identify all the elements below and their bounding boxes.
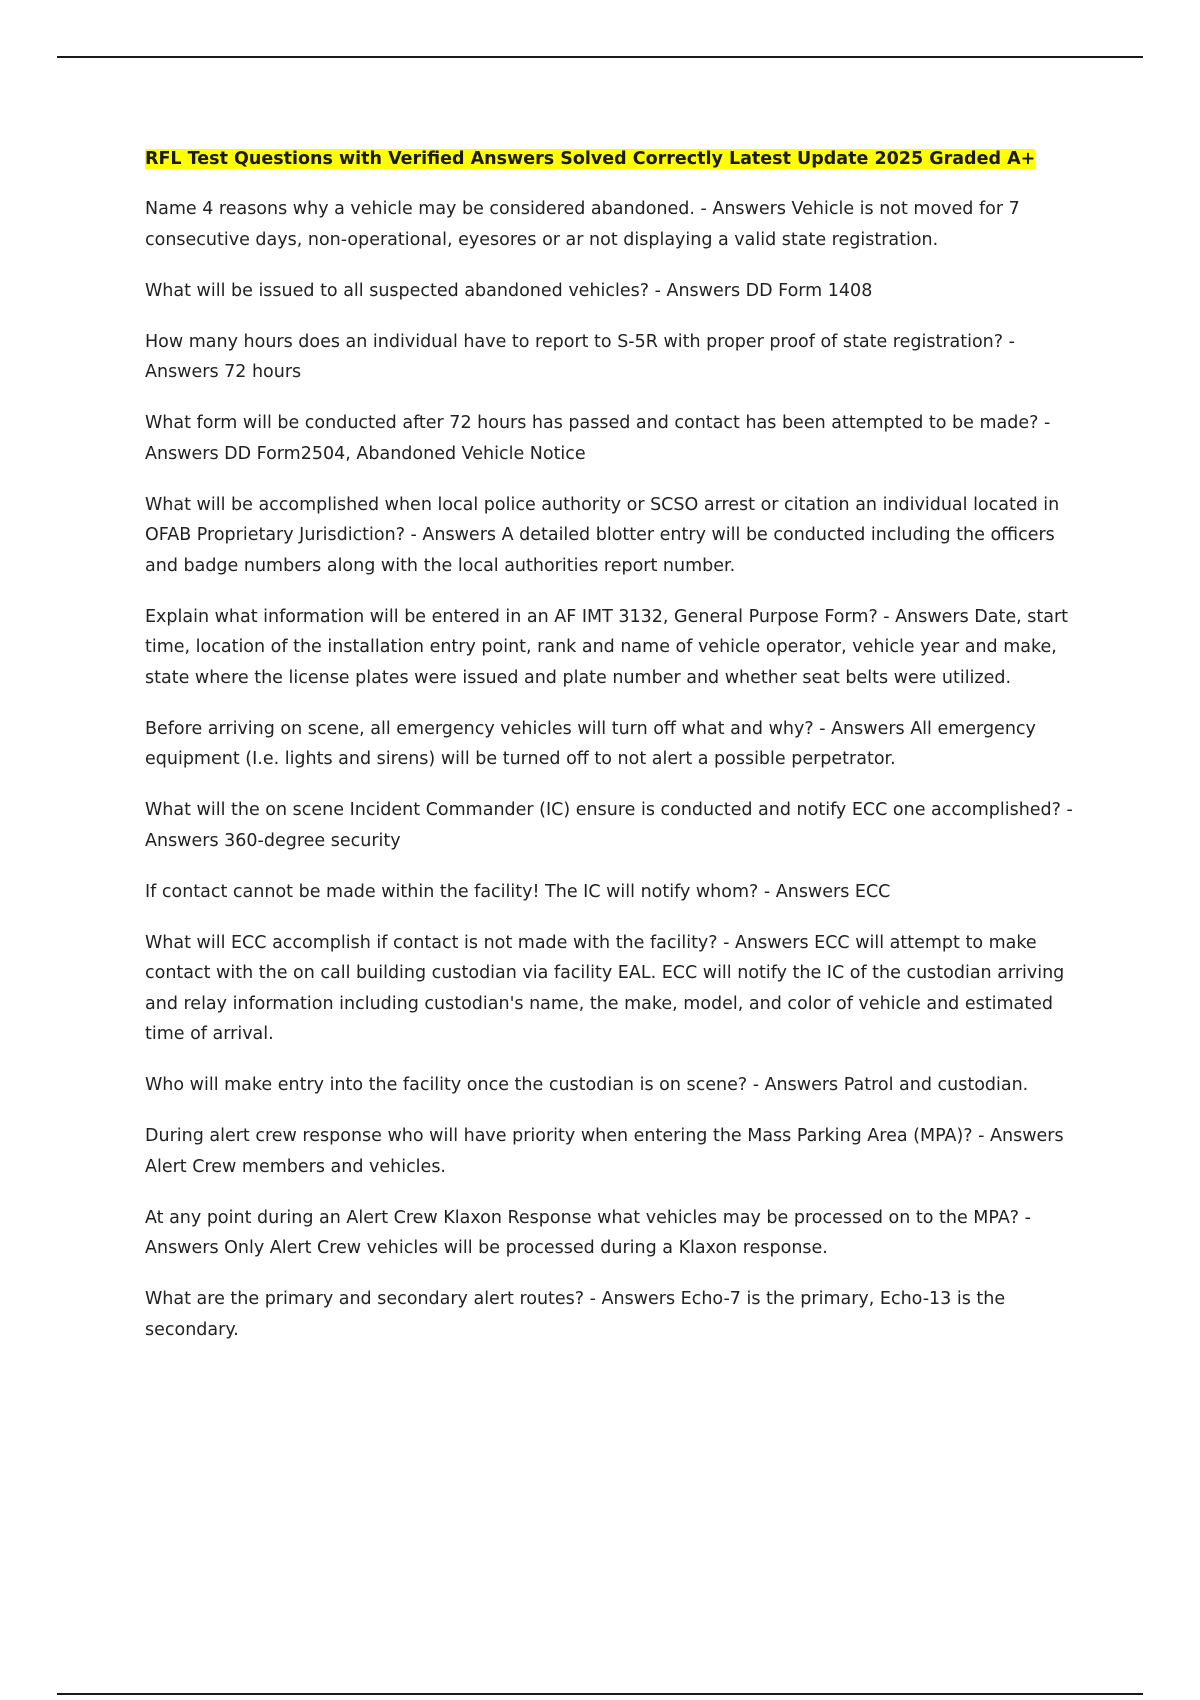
qa-item: What form will be conducted after 72 hours has passed and contact has been attempted to be made? - Answers DD Form2504, Abandoned Vehicle Notice — [145, 413, 1051, 464]
qa-item: Name 4 reasons why a vehicle may be considered abandoned. - Answers Vehicle is not moved for 7 consecutive days, non-operational, eyesores or ar not displaying a valid state registration. — [145, 199, 1020, 250]
footer-rule — [57, 1693, 1143, 1695]
qa-item: What are the primary and secondary alert routes? - Answers Echo-7 is the primary, Echo-13 is the secondary. — [145, 1289, 1006, 1340]
qa-item: What will the on scene Incident Commander (IC) ensure is conducted and notify ECC one accomplished? - Answers 360-degree security — [145, 800, 1073, 851]
document-title-block — [145, 145, 1090, 173]
qa-item: Explain what information will be entered in an AF IMT 3132, General Purpose Form? - Answers Date, start time, location of the installation entry point, rank and name of vehicle operator, vehicle year and make, state where the license plates were issued and plate number and whether seat belts were utilized. — [145, 606, 1069, 688]
document-body — [145, 145, 1090, 1366]
qa-item: Before arriving on scene, all emergency vehicles will turn off what and why? - Answers All emergency equipment (I.e. lights and sirens) will be turned off to not alert a possible perpetrator. — [145, 718, 1036, 769]
qa-item: How many hours does an individual have to report to S-5R with proper proof of state registration? - Answers 72 hours — [145, 331, 1015, 382]
qa-item: Who will make entry into the facility once the custodian is on scene? - Answers Patrol and custodian. — [145, 1075, 1029, 1095]
qa-item: What will be accomplished when local police authority or SCSO arrest or citation an individual located in OFAB Proprietary Jurisdiction? - Answers A detailed blotter entry will be conducted including the officers and badge numbers along with the local authorities report number. — [145, 494, 1060, 576]
qa-item: If contact cannot be made within the facility! The IC will notify whom? - Answers ECC — [145, 881, 891, 902]
qa-item: What will be issued to all suspected abandoned vehicles? - Answers DD Form 1408 — [145, 280, 873, 301]
document-title: RFL Test Questions with Verified Answers Solved Correctly Latest Update 2025 Graded A+ — [145, 149, 1036, 169]
qa-item: At any point during an Alert Crew Klaxon Response what vehicles may be processed on to the MPA? - Answers Only Alert Crew vehicles will be processed during a Klaxon response. — [145, 1207, 1031, 1258]
header-rule — [57, 56, 1143, 58]
qa-item: During alert crew response who will have priority when entering the Mass Parking Area (MPA)? - Answers Alert Crew members and vehicles. — [145, 1126, 1064, 1177]
qa-item: What will ECC accomplish if contact is not made with the facility? - Answers ECC will attempt to make contact with the on call building custodian via facility EAL. ECC will notify the IC of the custodian arriving and relay information including custodian's name, the make, model, and color of vehicle and estimated time of arrival. — [145, 932, 1065, 1044]
